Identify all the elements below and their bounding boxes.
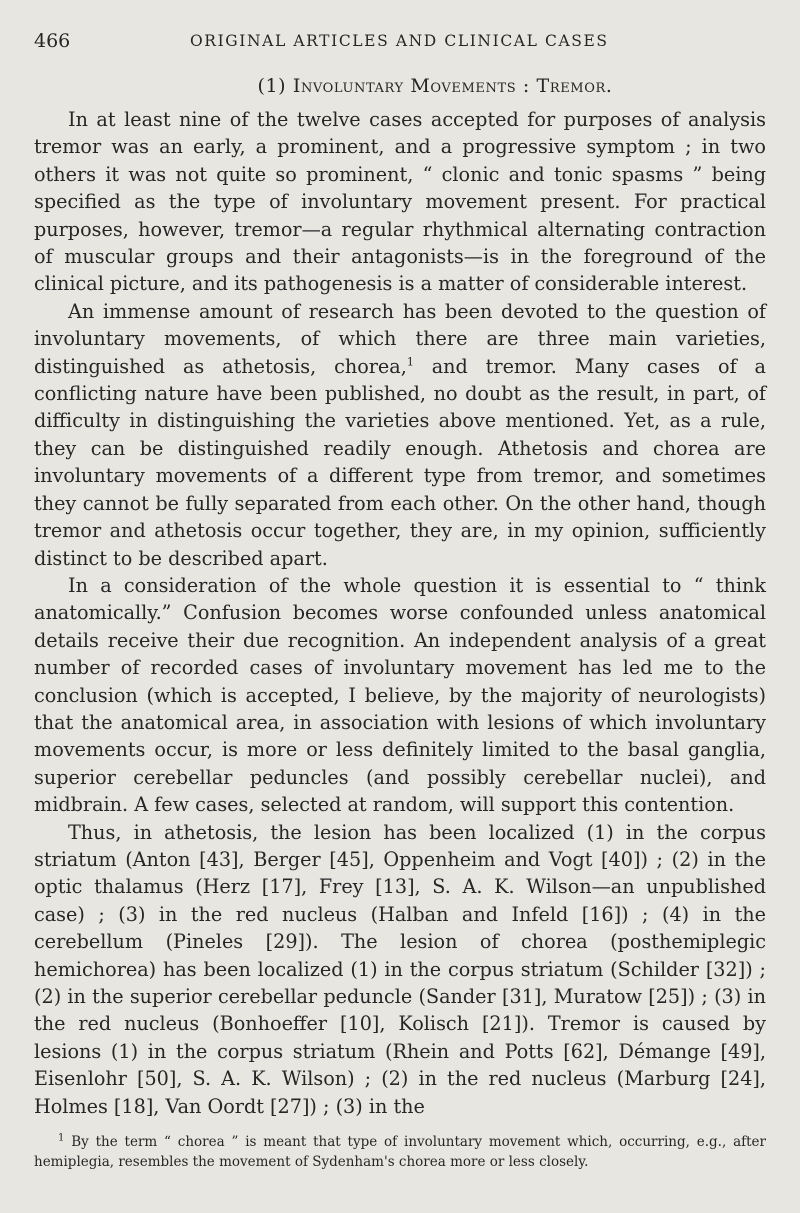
footnote-text: By the term “ chorea ” is meant that type of involuntary movement which, occurring, e.g., after hemiplegia, resembles the movement of Sydenham's chorea more or less closely. xyxy=(34,1134,766,1171)
paragraph-3: In a consideration of the whole question it is essential to “ think anatomically.” Confusion becomes worse confounded unless anatomical details receive their due recognition. An independent analysis of a great number of recorded cases of involuntary movement has led me to the conclusion (which is accepted, I believe, by the majority of neurologists) that the anatomical area, in association with lesions of which involuntary movements occur, is more or less definitely limited to the basal ganglia, superior cerebellar peduncles (and possibly cerebellar nuclei), and midbrain. A few cases, selected at random, will support this contention. xyxy=(34,573,766,817)
paragraph-2 xyxy=(34,298,766,572)
paragraph-2-text-after: and tremor. Many cases of a conflicting nature have been published, no doubt as the result, in part, of difficulty in distinguishing the varieties above mentioned. Yet, as a rule, they can be distinguished readily enough. Athetosis and chorea are involuntary movements of a different type from tremor, and sometimes they cannot be fully separated from each other. On the other hand, though tremor and athetosis occur together, they are, in my opinion, sufficiently distinct to be described apart. xyxy=(34,354,766,570)
page-number: 466 xyxy=(34,30,71,52)
paragraph-1: In at least nine of the twelve cases accepted for purposes of analysis tremor was an early, a prominent, and a progressive symptom ; in two others it was not quite so prominent, “ clonic and tonic spasms ” being specified as the type of involuntary movement present. For practical purposes, however, tremor—a regular rhythmical alternating contraction of muscular groups and their antagonists—is in the foreground of the clinical picture, and its pathogenesis is a matter of considerable interest. xyxy=(34,108,766,296)
footnote xyxy=(34,1132,766,1172)
footnote-reference-mark: 1 xyxy=(406,355,414,369)
paragraph-2-text-before: An immense amount of research has been devoted to the question of involuntary movements, of which there are three main varieties, distinguished as athetosis, chorea, xyxy=(34,299,766,378)
paragraph-4: Thus, in athetosis, the lesion has been localized (1) in the corpus striatum (Anton [43], Berger [45], Oppenheim and Vogt [40]) ; (2) in the optic thalamus (Herz [17], Frey [13], S. A. K. Wilson—an unpublished case) ; (3) in the red nucleus (Halban and Infeld [16]) ; (4) in the cerebellum (Pineles [29]). The lesion of chorea (posthemiplegic hemichorea) has been localized (1) in the corpus striatum (Schilder [32]) ; (2) in the superior cerebellar peduncle (Sander [31], Muratow [25]) ; (3) in the red nucleus (Bonhoeffer [10], Kolisch [21]). Tremor is caused by lesions (1) in the corpus striatum (Rhein and Potts [62], Démange [49], Eisenlohr [50], S. A. K. Wilson) ; (2) in the red nucleus (Marburg [24], Holmes [18], Van Oordt [27]) ; (3) in the xyxy=(34,820,766,1118)
running-head-title: ORIGINAL ARTICLES AND CLINICAL CASES xyxy=(190,32,609,50)
footnote-mark: 1 xyxy=(58,1132,65,1144)
section-heading: (1) Involuntary Movements : Tremor. xyxy=(257,75,613,97)
running-head xyxy=(34,26,766,60)
